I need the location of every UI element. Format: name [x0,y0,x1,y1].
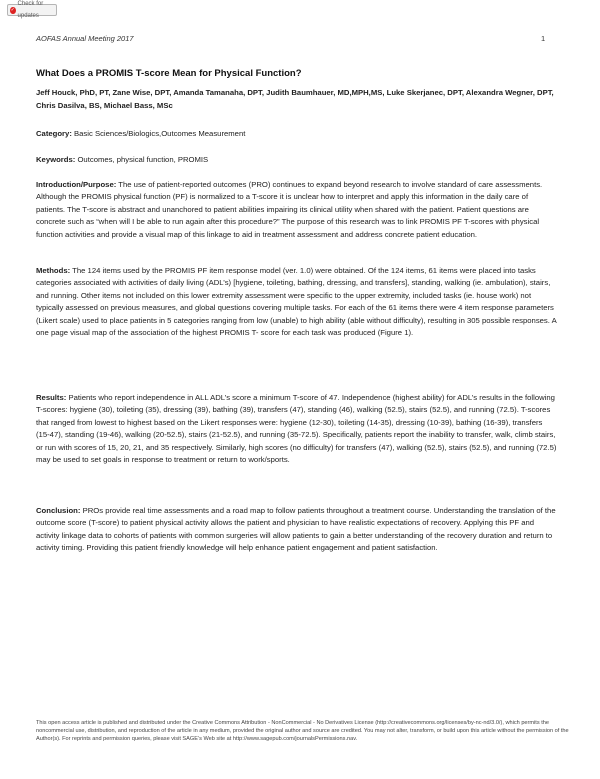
methods-label: Methods: [36,266,71,275]
category-section [36,128,558,140]
conclusion-text: PROs provide real time assessments and a road map to follow patients throughout a treatment course. Understanding the translation of the outcome score (T-score) to patient physical activity allows the patient and physician to have realistic expectations of recovery. Applying this PF and activity linkage data to cohorts of patients with common surgeries will allow patients to gain a better understanding of the recovery duration and return to activity timing. Providing this patient friendly knowledge will help enhance patient engagement and patient satisfaction. [36,506,556,553]
results-text: Patients who report independence in ALL ADL’s score a minimum T-score of 47. Independence (highest ability) for ADL’s results in the following T-scores: hygiene (30), toileting (35), dressing (39), bathing (39), transfers (47), standing (46), walking (52.5), stairs (52.5), and running (72.5). T-scores that ranged from lowest to highest based on the Likert responses were: hygiene (12-30), toileting (14-35), dressing (10-39), bathing (16-39), transfers (15-47), standing (19-46), walking (20-52.5), stairs (21-52.5), and running (35-72.5). Specifically, patients report the inability to transfer, walk, climb stairs, or run with scores of 15, 20, 21, and 35 respectively. Similarly, high scores (no difficulty) for transfers (47), walking (52.5), stairs (52.5), and running (72.5) may be used to set goals in response to treatment or return to work/sports. [36,393,557,465]
methods-text: The 124 items used by the PROMIS PF item response model (ver. 1.0) were obtained. Of the 124 items, 61 items were placed into tasks categories associated with activities of daily living (ADL’s) [hygiene, toileting, bathing, dressing, and transfers], standing, walking (ie. ambulation), stairs, and running. Other items not included on this lower extremity assessment were specific to the upper extremity, included tasks (ie. house work) not typically assessed on previous measures, and global questions covering multiple tasks. For each of the 61 items there were 4 item response parameters (Likert scale) used to place patients in 5 categories ranging from low (unable) to high ability (able without difficulty), resulting in 305 possible responses. A one page visual map of the association of the highest PROMIS T- score for each task was produced (Figure 1). [36,266,557,338]
license-footer: This open access article is published and distributed under the Creative Commons Attribution - NonCommercial - No Derivatives License (http://creativecommons.org/licenses/by-nc-nd/3.0/), which permits the noncommercial use, distribution, and reproduction of the article in any medium, provided the original author and source are credited. You may not alter, transform, or build upon this article without the permission of the Author(s). For reprints and permission queries, please visit SAGE’s Web site at http://www.sagepub.com/journalsPermissions.nav. [36,720,569,742]
conclusion-section [36,505,558,555]
check-for-updates-badge[interactable] [7,1,57,19]
keywords-text: Outcomes, physical function, PROMIS [77,155,209,164]
check-icon: ✓ [10,6,15,13]
running-head: AOFAS Annual Meeting 2017 [36,34,134,43]
conclusion-label: Conclusion: [36,506,81,515]
author-list: Jeff Houck, PhD, PT, Zane Wise, DPT, Amanda Tamanaha, DPT, Judith Baumhauer, MD,MPH,MS, Luke Skerjanec, DPT, Alexandra Wegner, DPT, Chris Dasilva, BS, Michael Bass, MSc [36,88,554,110]
paper-title: What Does a PROMIS T-score Mean for Physical Function? [36,68,302,79]
introduction-section [36,179,558,241]
category-label: Category: [36,129,72,138]
introduction-text: The use of patient-reported outcomes (PRO) continues to expand beyond research to involve standard of care assessments. Although the PROMIS physical function (PF) is normalized to a T-score it is unclear how to interpret and apply this information in the daily care of patients. The T-score is abstract and unanchored to patient abilities impairing its clinical utility when shared with the patient. Patient questions are concrete such as “when will I be able to run again after this procedure?” The purpose of this research was to link PROMIS PF T-scores with physical function activities and provide a visual map of this linkage to aid in treatment assessment and address concrete patient education. [36,180,543,239]
results-section [36,392,558,466]
results-label: Results: [36,393,67,402]
methods-section [36,265,558,339]
introduction-label: Introduction/Purpose: [36,180,117,189]
badge-label: Check for updates [17,1,44,19]
page-number: 1 [541,34,546,43]
keywords-label: Keywords: [36,155,76,164]
keywords-section [36,154,558,166]
category-text: Basic Sciences/Biologics,Outcomes Measurement [74,129,246,138]
